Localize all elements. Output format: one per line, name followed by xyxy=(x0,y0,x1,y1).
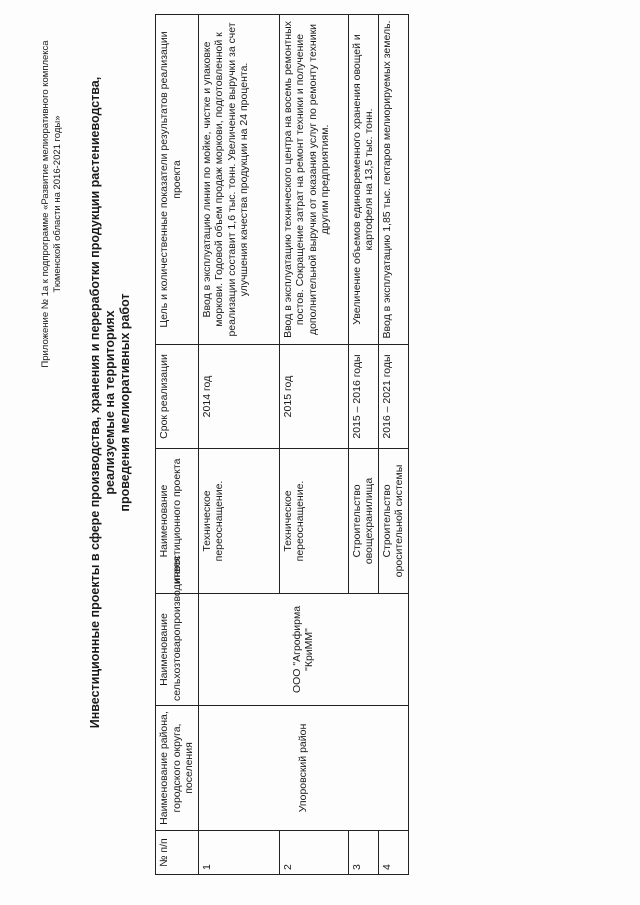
goal-cell: Ввод в эксплуатацию технического центра на восемь ремонтных постов. Сокращение затрат на ремонт техники и получение дополнительной выручки от оказания услуг по ремонту техники другим предприятиям. xyxy=(279,15,348,345)
term-cell: 2015 – 2016 годы xyxy=(348,345,378,449)
heading-line-1: Инвестиционные проекты в сфере производства, хранения и переработки продукции растениеводства, реализуемые на территориях xyxy=(88,76,117,729)
term-cell: 2016 – 2021 годы xyxy=(378,345,408,449)
goal-cell: Ввод в эксплуатацию линии по мойке, чистке и упаковке моркови. Годовой объем продаж моркови, подготовленной к реализации составит 1,6 тыс. тонн. Увеличение выручки за счет улучшения качества продукции на 24 процента. xyxy=(198,15,279,345)
appendix-line-2: Тюменской области на 2016-2021 годы» xyxy=(52,115,63,293)
header-producer: Наименование сельхозтоваропроизводителя xyxy=(156,594,199,706)
project-cell: Техническое переоснащение. xyxy=(279,449,348,594)
appendix-note xyxy=(40,24,64,384)
header-goal: Цель и количественные показатели результатов реализации проекта xyxy=(156,15,199,345)
project-cell: Строительство овощехранилища xyxy=(348,449,378,594)
header-term: Срок реализации xyxy=(156,345,199,449)
appendix-line-1: Приложение № 1а к подпрограмме «Развитие мелиоративного комплекса xyxy=(40,40,51,368)
row-num: 3 xyxy=(348,831,378,875)
producer-cell: ООО "Агрофирма "КриММ" xyxy=(198,594,408,706)
row-num: 4 xyxy=(378,831,408,875)
projects-table xyxy=(155,14,409,875)
goal-cell: Увеличение объемов единовременного хранения овощей и картофеля на 13,5 тыс. тонн. xyxy=(348,15,378,345)
project-cell: Строительство оросительной системы xyxy=(378,449,408,594)
table-row xyxy=(198,15,279,875)
term-cell: 2014 год xyxy=(198,345,279,449)
goal-cell: Ввод в эксплуатацию 1,85 тыс. гектаров мелиорируемых земель. xyxy=(378,15,408,345)
header-project: Наименование инвестиционного проекта xyxy=(156,449,199,594)
row-num: 2 xyxy=(279,831,348,875)
term-cell: 2015 год xyxy=(279,345,348,449)
header-district: Наименование района, городского округа, поселения xyxy=(156,706,199,831)
row-num: 1 xyxy=(198,831,279,875)
project-cell: Техническое переоснащение. xyxy=(198,449,279,594)
table-header-row xyxy=(156,15,199,875)
document-heading xyxy=(88,40,133,765)
district-cell: Упоровский район xyxy=(198,706,408,831)
header-num: № п/п xyxy=(156,831,199,875)
heading-line-2: проведения мелиоративных работ xyxy=(118,293,132,512)
